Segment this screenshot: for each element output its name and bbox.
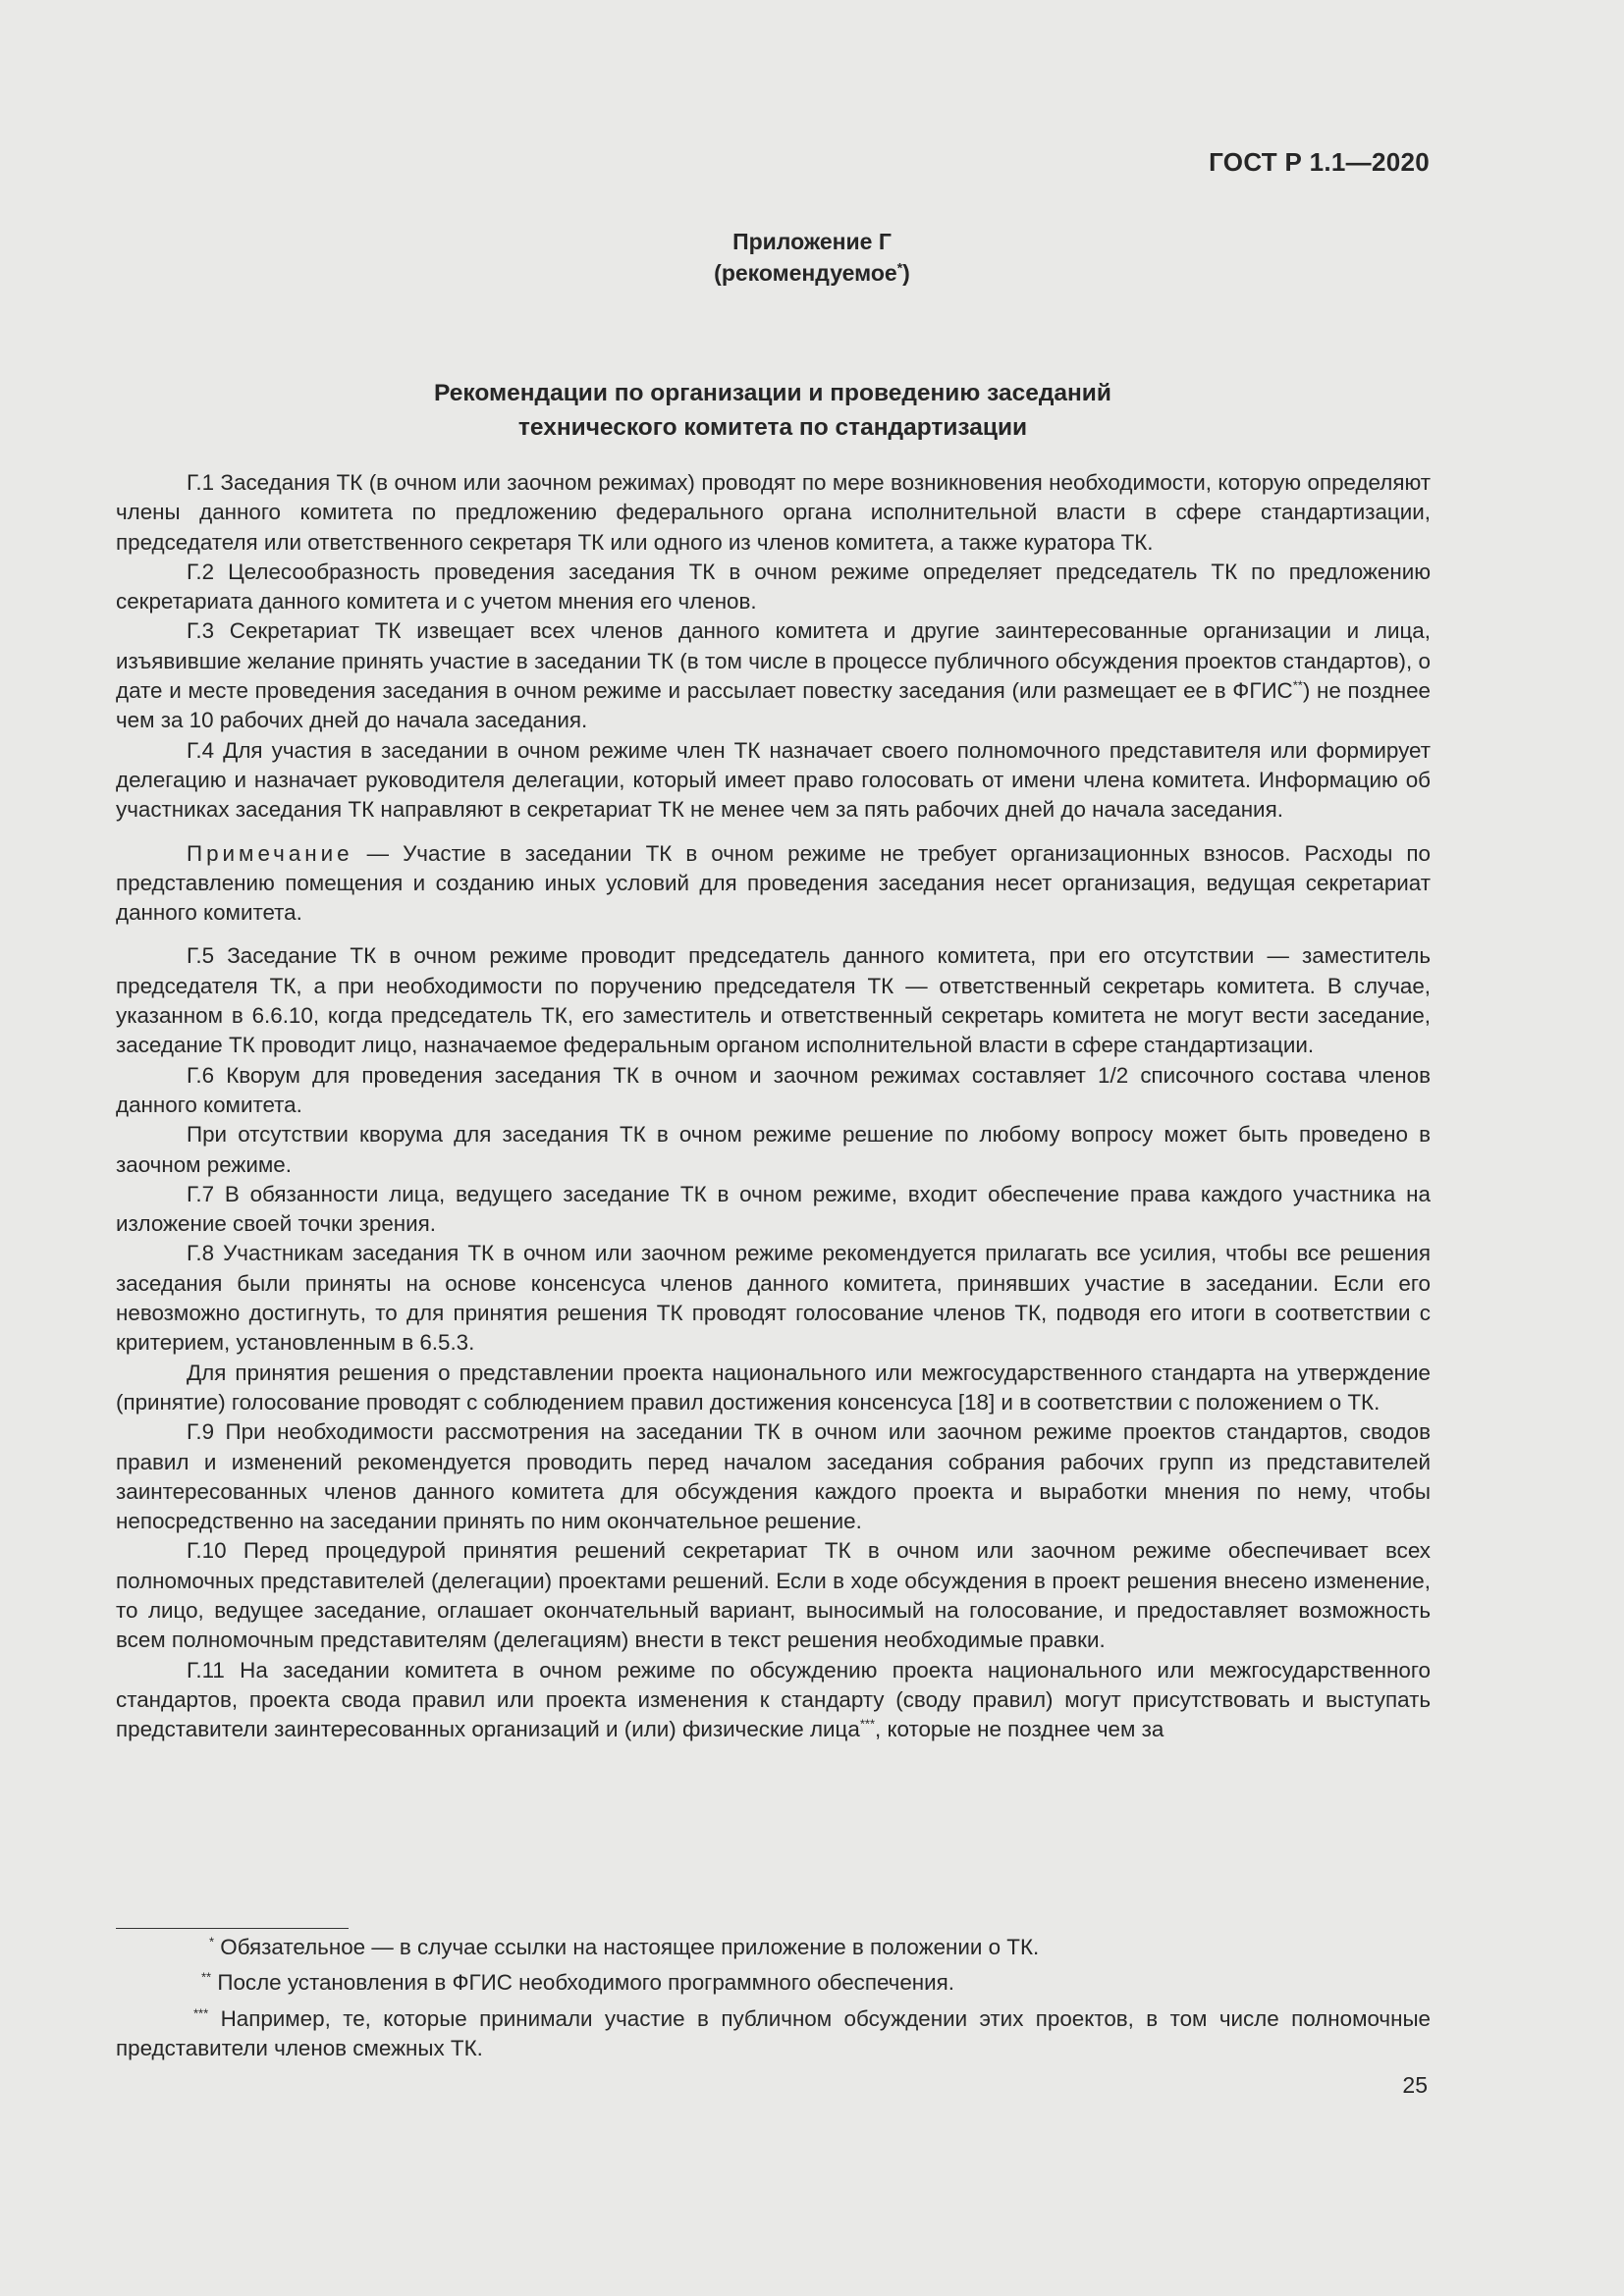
footnote-divider bbox=[116, 1928, 349, 1929]
document-body bbox=[116, 468, 1431, 1744]
paragraph-g6-b: При отсутствии кворума для заседания ТК в очном режиме решение по любому вопросу может быть проведено в заочном режиме. bbox=[116, 1122, 1431, 1177]
paragraph-g2: Г.2 Целесообразность проведения заседания ТК в очном режиме определяет председатель ТК по предложению секретариата данного комитета и с учетом мнения его членов. bbox=[116, 559, 1431, 614]
paragraph-g3: Г.3 Секретариат ТК извещает всех членов данного комитета и другие заинтересованные организации и лица, изъявившие желание принять участие в заседании ТК (в том числе в процессе публичного обсуждения проектов стандартов), о дате и месте проведения заседания в очном режиме и рассылает повестку заседания (или размещает ее в ФГИС**) не позднее чем за 10 рабочих дней до начала заседания. bbox=[116, 618, 1431, 733]
footnote-marker: * bbox=[209, 1934, 215, 1949]
footnotes bbox=[116, 1933, 1431, 2069]
appendix-label: Приложение Г bbox=[732, 229, 892, 254]
title-line-1: Рекомендации по организации и проведению заседаний bbox=[434, 380, 1111, 406]
paragraph-g4: Г.4 Для участия в заседании в очном режиме член ТК назначает своего полномочного представителя или формирует делегацию и назначает руководителя делегации, который имеет право голосовать от имени члена комитета. Информацию об участниках заседания ТК направляют в секретариат ТК не менее чем за пять рабочих дней до начала заседания. bbox=[116, 737, 1431, 823]
paragraph-g8: Г.8 Участникам заседания ТК в очном или заочном режиме рекомендуется прилагать все усилия, чтобы все решения заседания были приняты на основе консенсуса членов данного комитета, принявших участие в заседании. Если его невозможно достигнуть, то для принятия решения ТК проводят голосование членов ТК, подводя его итоги в соответствии с критерием, установленным в 6.5.3. bbox=[116, 1241, 1431, 1356]
paragraph-g8-b: Для принятия решения о представлении проекта национального или межгосударственного стандарта на утверждение (принятие) голосование проводят с соблюдением правил достижения консенсуса [18] и в соответствии с положением о ТК. bbox=[116, 1360, 1431, 1415]
standard-number: ГОСТ Р 1.1—2020 bbox=[1209, 147, 1430, 177]
note-paragraph bbox=[116, 839, 1431, 929]
page-number: 25 bbox=[1402, 2072, 1428, 2098]
paragraph-g10: Г.10 Перед процедурой принятия решений секретариат ТК в очном или заочном режиме обеспечивает всех полномочных представителей (делегации) проектами решений. Если в ходе обсуждения в проект решения внесено изменение, то лицо, ведущее заседание, оглашает окончательный вариант, выносимый на голосование, и предоставляет возможность всем полномочным представителям (делегациям) внести в текст решения необходимые правки. bbox=[116, 1538, 1431, 1653]
appendix-status: (рекомендуемое*) bbox=[714, 259, 910, 286]
footnote-3: *** Например, те, которые принимали участие в публичном обсуждении этих проектов, в том числе полномочные представители членов смежных ТК. bbox=[116, 2005, 1431, 2060]
appendix-heading bbox=[0, 226, 1624, 289]
note-label: Примечание bbox=[187, 840, 353, 866]
title-line-2: технического комитета по стандартизации bbox=[517, 414, 1028, 441]
footnote-marker: * bbox=[896, 259, 903, 276]
footnote-marker: ** bbox=[201, 1969, 212, 1985]
paragraph-g9: Г.9 При необходимости рассмотрения на заседании ТК в очном или заочном режиме проектов стандартов, сводов правил и изменений рекомендуется проводить перед началом заседания собрания рабочих групп из представителей заинтересованных членов данного комитета для обсуждения каждого проекта и выработки мнения по нему, чтобы непосредственно на заседании принять по ним окончательное решение. bbox=[116, 1419, 1431, 1534]
footnote-marker: *** bbox=[193, 2005, 209, 2021]
paragraph-g5: Г.5 Заседание ТК в очном режиме проводит председатель данного комитета, при его отсутствии — заместитель председателя ТК, а при необходимости по поручению председателя ТК — ответственный секретарь комитета. В случае, указанном в 6.6.10, когда председатель ТК, его заместитель и ответственный секретарь комитета не могут вести заседание, заседание ТК проводит лицо, назначаемое федеральным органом исполнительной власти в сфере стандартизации. bbox=[116, 943, 1431, 1058]
paragraph-g7: Г.7 В обязанности лица, ведущего заседание ТК в очном режиме, входит обеспечение права каждого участника на изложение своей точки зрения. bbox=[116, 1181, 1431, 1237]
note-text: — Участие в заседании ТК в очном режиме не требует организационных взносов. Расходы по представлению помещения и созданию иных условий для проведения заседания несет организация, ведущая секретариат данного комитета. bbox=[116, 840, 1431, 926]
paragraph-g1: Г.1 Заседания ТК (в очном или заочном режимах) проводят по мере возникновения необходимости, которую определяют члены данного комитета по предложению федерального органа исполнительной власти в сфере стандартизации, председателя или ответственного секретаря ТК или одного из членов комитета, а также куратора ТК. bbox=[116, 470, 1431, 555]
footnote-marker: *** bbox=[859, 1716, 876, 1732]
footnote-2: ** После установления в ФГИС необходимого программного обеспечения. bbox=[201, 1969, 955, 1996]
footnote-marker: ** bbox=[1292, 677, 1303, 693]
document-title bbox=[0, 376, 1545, 445]
paragraph-g11: Г.11 На заседании комитета в очном режиме по обсуждению проекта национального или межгосударственного стандартов, проекта свода правил или проекта изменения к стандарту (своду правил) могут присутствовать и выступать представители заинтересованных организаций и (или) физические лица***, которые не позднее чем за bbox=[116, 1657, 1431, 1742]
footnote-1: * Обязательное — в случае ссылки на настоящее приложение в положении о ТК. bbox=[209, 1934, 1040, 1959]
paragraph-g6: Г.6 Кворум для проведения заседания ТК в очном и заочном режимах составляет 1/2 списочного состава членов данного комитета. bbox=[116, 1062, 1431, 1117]
